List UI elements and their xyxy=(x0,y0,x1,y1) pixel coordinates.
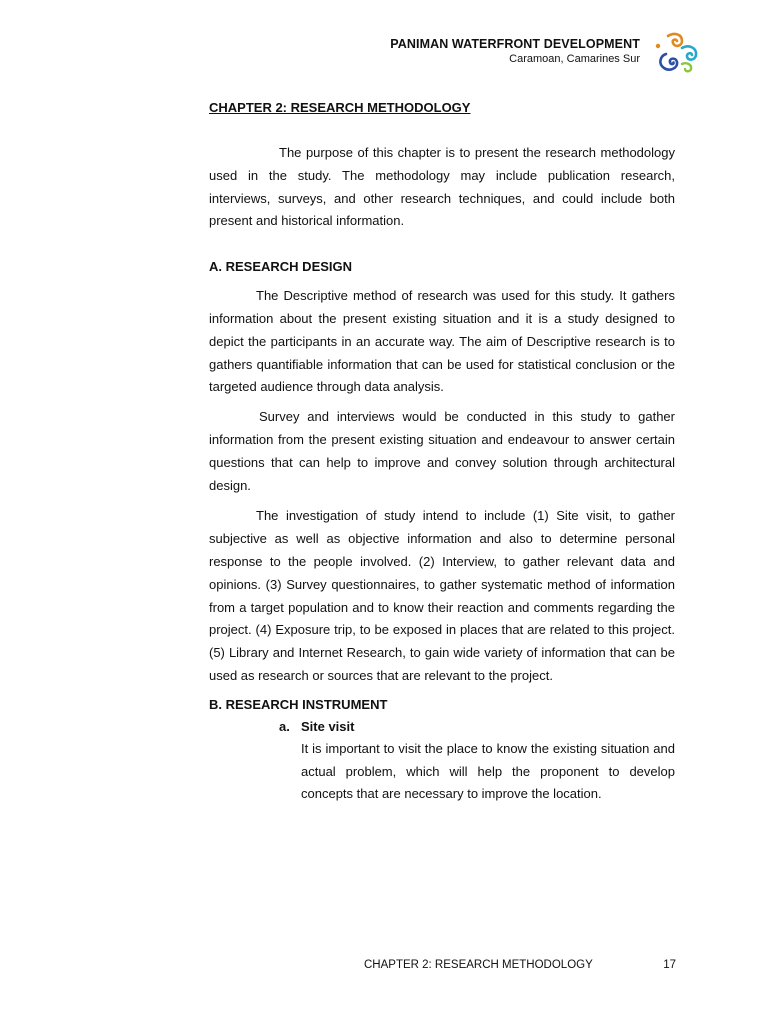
logo-swirl-blue xyxy=(660,54,677,70)
intro-paragraph: The purpose of this chapter is to present the research methodology used in the study. The methodology may include publication research, interviews, surveys, and other research techniques, and could include both present and historical information. xyxy=(209,145,675,229)
chapter-title: CHAPTER 2: RESEARCH METHODOLOGY xyxy=(209,100,471,115)
research-design-paragraph-1: The Descriptive method of research was used for this study. It gathers information about the present existing situation and it is a study designed to depict the participants in an accurate way. The aim of Descriptive research is to gathers quantifiable information that can be used for statistical conclusion or the targeted audience through data analysis. xyxy=(209,288,675,395)
research-design-paragraph-3: The investigation of study intend to include (1) Site visit, to gather subjective as well as objective information and also to determine personal response to the people involved. (2) Interview, to gather relevant data and opinions. (3) Survey questionnaires, to gather systematic method of information from a target population and to know their reaction and comments regarding the project. (4) Exposure trip, to be exposed in places that are related to this project. (5) Library and Internet Research, to gain wide variety of information that can be used as research or sources that are relevant to the project. xyxy=(209,508,675,683)
page-header xyxy=(340,36,640,66)
page-number: 17 xyxy=(663,959,676,971)
section-a-heading: A. RESEARCH DESIGN xyxy=(209,259,353,275)
logo-swirl-orange xyxy=(668,34,682,46)
document-body xyxy=(209,98,675,806)
logo-dot xyxy=(656,44,660,48)
project-location: Caramoan, Camarines Sur xyxy=(509,53,640,65)
swirl-logo-icon xyxy=(652,30,700,74)
logo-swirl-cyan xyxy=(682,46,696,59)
section-b-heading: B. RESEARCH INSTRUMENT xyxy=(209,696,388,712)
footer-chapter-title: CHAPTER 2: RESEARCH METHODOLOGY xyxy=(364,959,593,971)
site-visit-paragraph: It is important to visit the place to know the existing situation and actual problem, which will help the proponent to develop concepts that are necessary to improve the location. xyxy=(301,740,675,802)
logo-swirl-green xyxy=(682,63,691,71)
site-visit-title: Site visit xyxy=(301,718,355,734)
list-marker: a. xyxy=(279,718,290,734)
project-title: PANIMAN WATERFRONT DEVELOPMENT xyxy=(390,37,640,51)
site-visit-heading xyxy=(209,716,675,738)
research-design-paragraph-2: Survey and interviews would be conducted in this study to gather information from the present existing situation and endeavour to answer certain questions that can help to improve and convey solution through architectural design. xyxy=(209,409,675,493)
